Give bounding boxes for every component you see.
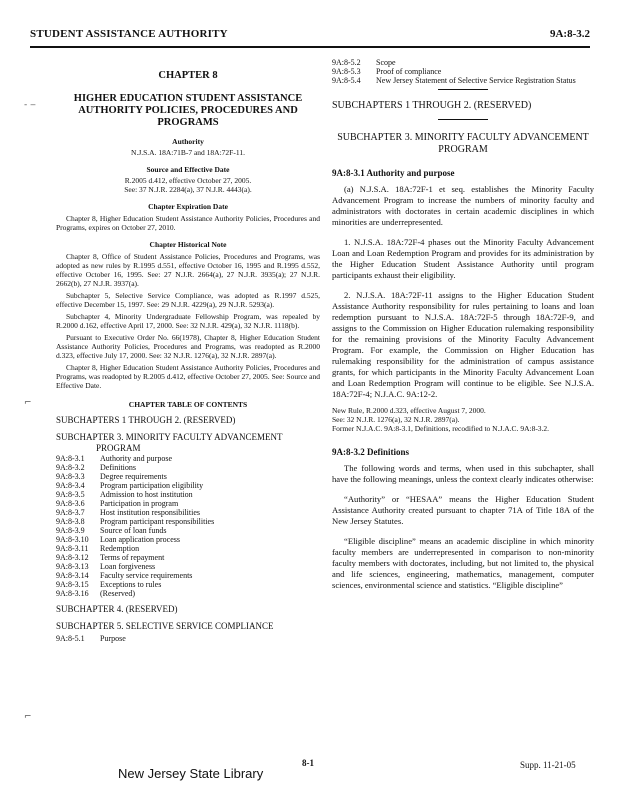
running-header [30, 26, 590, 48]
toc-entry-number: 9A:8-5.1 [56, 634, 85, 643]
toc-entry-title: Loan forgiveness [100, 562, 156, 571]
source-text: See: 37 N.J.R. 2284(a), 37 N.J.R. 4443(a). [124, 185, 252, 194]
subchapter-heading: SUBCHAPTER 3. MINORITY FACULTY ADVANCEMENT PROGRAM [337, 132, 589, 155]
toc-entry-number: 9A:8-3.8 [56, 517, 85, 526]
toc-entry [56, 526, 320, 535]
body-paragraph: “Authority” or “HESAA” means the Higher Education Student Assistance Authority created pursuant to chapter 71A of Title 18A of the New Jersey Statutes. [332, 494, 594, 526]
toc-entry-number: 9A:8-3.10 [56, 535, 89, 544]
toc-entry-number: 9A:8-3.5 [56, 490, 85, 499]
body-paragraph: 2. N.J.S.A. 18A:72F-11 assigns to the Higher Education Student Assistance Authority responsibility for rules pertaining to loans and loan redemption pursuant to N.J.S.A. 18A:72F-5 through 18A:72F-9, and assigns to the Commission on Higher Education rulemaking responsibility for the remaining provisions of the Minority Faculty Advancement Program. For example, the Commission on Higher Education has rulemaking responsibility for the administration of campus assistance grants, for which participants in the Minority Faculty Advancement Loan and Loan Redemption Program will continue to be eligible. See N.J.S.A. 18A:72F-4; N.J.A.C. 9A:12-2. [332, 290, 594, 399]
toc-entry-number: 9A:8-5.2 [332, 58, 361, 67]
toc-entry-title: Definitions [100, 463, 136, 472]
section-heading: 9A:8-3.1 Authority and purpose [332, 168, 455, 178]
history-note: See: 32 N.J.R. 1276(a), 32 N.J.R. 2897(a). [332, 415, 460, 424]
history-paragraph: Chapter 8, Higher Education Student Assistance Authority Policies, Procedures and Programs, was readopted by R.2005 d.412, effective October 27, 2005. See: Source and Effective Date. [56, 363, 320, 390]
toc-entry-number: 9A:8-3.12 [56, 553, 89, 562]
history-paragraph: Chapter 8, Office of Student Assistance Policies, Procedures and Programs, was adopted as new rules by R.1995 d.551, effective October 16, 1995 and R.1995 d.552, effective October 16, 1995. See: 27 N.J.R. 2664(a), 27 N.J.R. 3935(a); 27 N.J.R. 2662(b), 27 N.J.R. 3937(a). [56, 252, 320, 288]
toc-entry [56, 634, 320, 643]
toc-entry [56, 571, 320, 580]
header-title: STUDENT ASSISTANCE AUTHORITY [30, 28, 228, 40]
toc-heading: CHAPTER TABLE OF CONTENTS [128, 400, 248, 409]
toc-entry-number: 9A:8-3.3 [56, 472, 85, 481]
chapter-number: CHAPTER 8 [158, 70, 218, 81]
toc-entry [56, 499, 320, 508]
toc-entry-title: (Reserved) [100, 589, 136, 598]
scan-mark: ⌐ [24, 398, 32, 408]
toc-entry-title: Scope [376, 58, 396, 67]
section-heading: 9A:8-3.2 Definitions [332, 447, 409, 457]
toc-entry-number: 9A:8-3.2 [56, 463, 85, 472]
toc-entry [56, 454, 320, 463]
toc-entry-title: Exceptions to rules [100, 580, 162, 589]
toc-entry [56, 553, 320, 562]
scan-mark: ‑ ‒ [24, 100, 36, 110]
history-note: Former N.J.A.C. 9A:8-3.1, Definitions, recodified to N.J.A.C. 9A:8-3.2. [332, 424, 550, 433]
history-paragraph: Subchapter 4, Minority Undergraduate Fellowship Program, was repealed by R.2000 d.162, effective April 17, 2000. See: 32 N.J.R. 429(a), 32 N.J.R. 1118(b). [56, 312, 320, 330]
toc-subchapter: SUBCHAPTER 5. SELECTIVE SERVICE COMPLIANCE [56, 621, 274, 631]
toc-entry-number: 9A:8-3.1 [56, 454, 85, 463]
toc-subchapter: SUBCHAPTERS 1 THROUGH 2. (RESERVED) [56, 415, 236, 425]
toc-entry-number: 9A:8-3.6 [56, 499, 85, 508]
toc-entry-number: 9A:8-3.16 [56, 589, 89, 598]
toc-section-list [56, 634, 320, 643]
toc-entry-title: New Jersey Statement of Selective Service Registration Status [376, 76, 576, 85]
toc-entry [56, 544, 320, 553]
toc-entry [332, 76, 594, 85]
source-heading: Source and Effective Date [146, 165, 230, 174]
toc-entry-title: Admission to host institution [100, 490, 193, 499]
toc-entry-title: Host institution responsibilities [100, 508, 201, 517]
toc-entry-number: 9A:8-5.4 [332, 76, 361, 85]
toc-entry-title: Source of loan funds [100, 526, 167, 535]
body-paragraph: 1. N.J.S.A. 18A:72F-4 phases out the Minority Faculty Advancement Loan and Loan Redemption Program and provides for its administration by the Higher Education Student Assistance Authority until program participants exhaust their eligibility. [332, 237, 594, 280]
divider [438, 119, 488, 120]
toc-entry-title: Redemption [100, 544, 140, 553]
toc-entry-title: Program participant responsibilities [100, 517, 215, 526]
body-paragraph: The following words and terms, when used in this subchapter, shall have the following meanings, unless the context clearly indicates otherwise: [332, 463, 594, 484]
toc-subchapter: SUBCHAPTER 3. MINORITY FACULTY ADVANCEMENT [56, 432, 283, 442]
toc-entry [56, 517, 320, 526]
toc-entry-number: 9A:8-3.4 [56, 481, 85, 490]
chapter-title: HIGHER EDUCATION STUDENT ASSISTANCE AUTHORITY POLICIES, PROCEDURES AND PROGRAMS [73, 93, 303, 128]
toc-entry [56, 562, 320, 571]
toc-entry-title: Faculty service requirements [100, 571, 193, 580]
toc-entry [332, 67, 594, 76]
scan-mark: ⌐ [24, 712, 32, 722]
source-text: R.2005 d.412, effective October 27, 2005. [124, 176, 252, 185]
toc-subchapter: PROGRAM [96, 443, 141, 453]
toc-entry [332, 58, 594, 67]
history-note: New Rule, R.2000 d.323, effective August 7, 2000. [332, 406, 486, 415]
left-column [56, 58, 320, 643]
history-paragraph: Pursuant to Executive Order No. 66(1978), Chapter 8, Higher Education Student Assistance Authority Policies, Procedures and Programs, was readopted as R.2000 d.323, effective July 17, 2000. See: 32 N.J.R. 1276(a), 32 N.J.R. 2897(a). [56, 333, 320, 360]
toc-entry-title: Authority and purpose [100, 454, 172, 463]
toc-entry-number: 9A:8-3.14 [56, 571, 89, 580]
body-paragraph: (a) N.J.S.A. 18A:72F-1 et seq. establishes the Minority Faculty Advancement Program to increase the numbers of minority faculty and administrators with doctorates in certain academic disciplines in which minorities are underrepresented. [332, 184, 594, 227]
history-heading: Chapter Historical Note [149, 240, 227, 249]
subchapter-heading: SUBCHAPTERS 1 THROUGH 2. (RESERVED) [332, 100, 532, 111]
toc-subchapter: SUBCHAPTER 4. (RESERVED) [56, 604, 178, 614]
toc-entry-title: Terms of repayment [100, 553, 165, 562]
expiration-heading: Chapter Expiration Date [148, 202, 228, 211]
toc-entry-number: 9A:8-5.3 [332, 67, 361, 76]
right-column [332, 58, 594, 591]
toc-entry [56, 490, 320, 499]
divider [438, 89, 488, 90]
toc-entry-number: 9A:8-3.13 [56, 562, 89, 571]
toc-entry [56, 481, 320, 490]
toc-entry-title: Proof of compliance [376, 67, 442, 76]
toc-section-list [56, 454, 320, 598]
toc-entry [56, 463, 320, 472]
header-section: 9A:8-3.2 [549, 28, 590, 40]
library-watermark: New Jersey State Library [118, 766, 264, 781]
toc-entry [56, 535, 320, 544]
toc-entry-title: Degree requirements [100, 472, 167, 481]
toc-entry-number: 9A:8-3.11 [56, 544, 89, 553]
history-paragraph: Subchapter 5, Selective Service Compliance, was adopted as R.1997 d.525, effective December 15, 1997. See: 29 N.J.R. 4229(a), 29 N.J.R. 5293(a). [56, 291, 320, 309]
toc-entry-title: Program participation eligibility [100, 481, 204, 490]
toc-entry [56, 508, 320, 517]
toc-entry-title: Participation in program [100, 499, 179, 508]
toc-entry-number: 9A:8-3.9 [56, 526, 85, 535]
supplement-date: Supp. 11-21-05 [520, 760, 576, 770]
toc-section-list [332, 58, 594, 85]
toc-entry-title: Loan application process [100, 535, 180, 544]
toc-entry-title: Purpose [100, 634, 126, 643]
toc-entry-number: 9A:8-3.7 [56, 508, 85, 517]
authority-text: N.J.S.A. 18A:71B-7 and 18A:72F-11. [131, 148, 245, 157]
expiration-text: Chapter 8, Higher Education Student Assistance Authority Policies, Procedures and Programs, expires on October 27, 2010. [56, 214, 320, 232]
toc-entry [56, 580, 320, 589]
authority-heading: Authority [172, 137, 204, 146]
toc-entry-number: 9A:8-3.15 [56, 580, 89, 589]
toc-entry [56, 589, 320, 598]
page-number: 8-1 [302, 758, 314, 768]
body-paragraph: “Eligible discipline” means an academic discipline in which minority faculty members are underrepresented in comparison to non-minority faculty members with doctorates, including, but not limited to, the physical and life sciences, engineering, mathematics, management, computer sciences, environmental science and statistics. “Eligible discipline” [332, 536, 594, 590]
toc-entry [56, 472, 320, 481]
